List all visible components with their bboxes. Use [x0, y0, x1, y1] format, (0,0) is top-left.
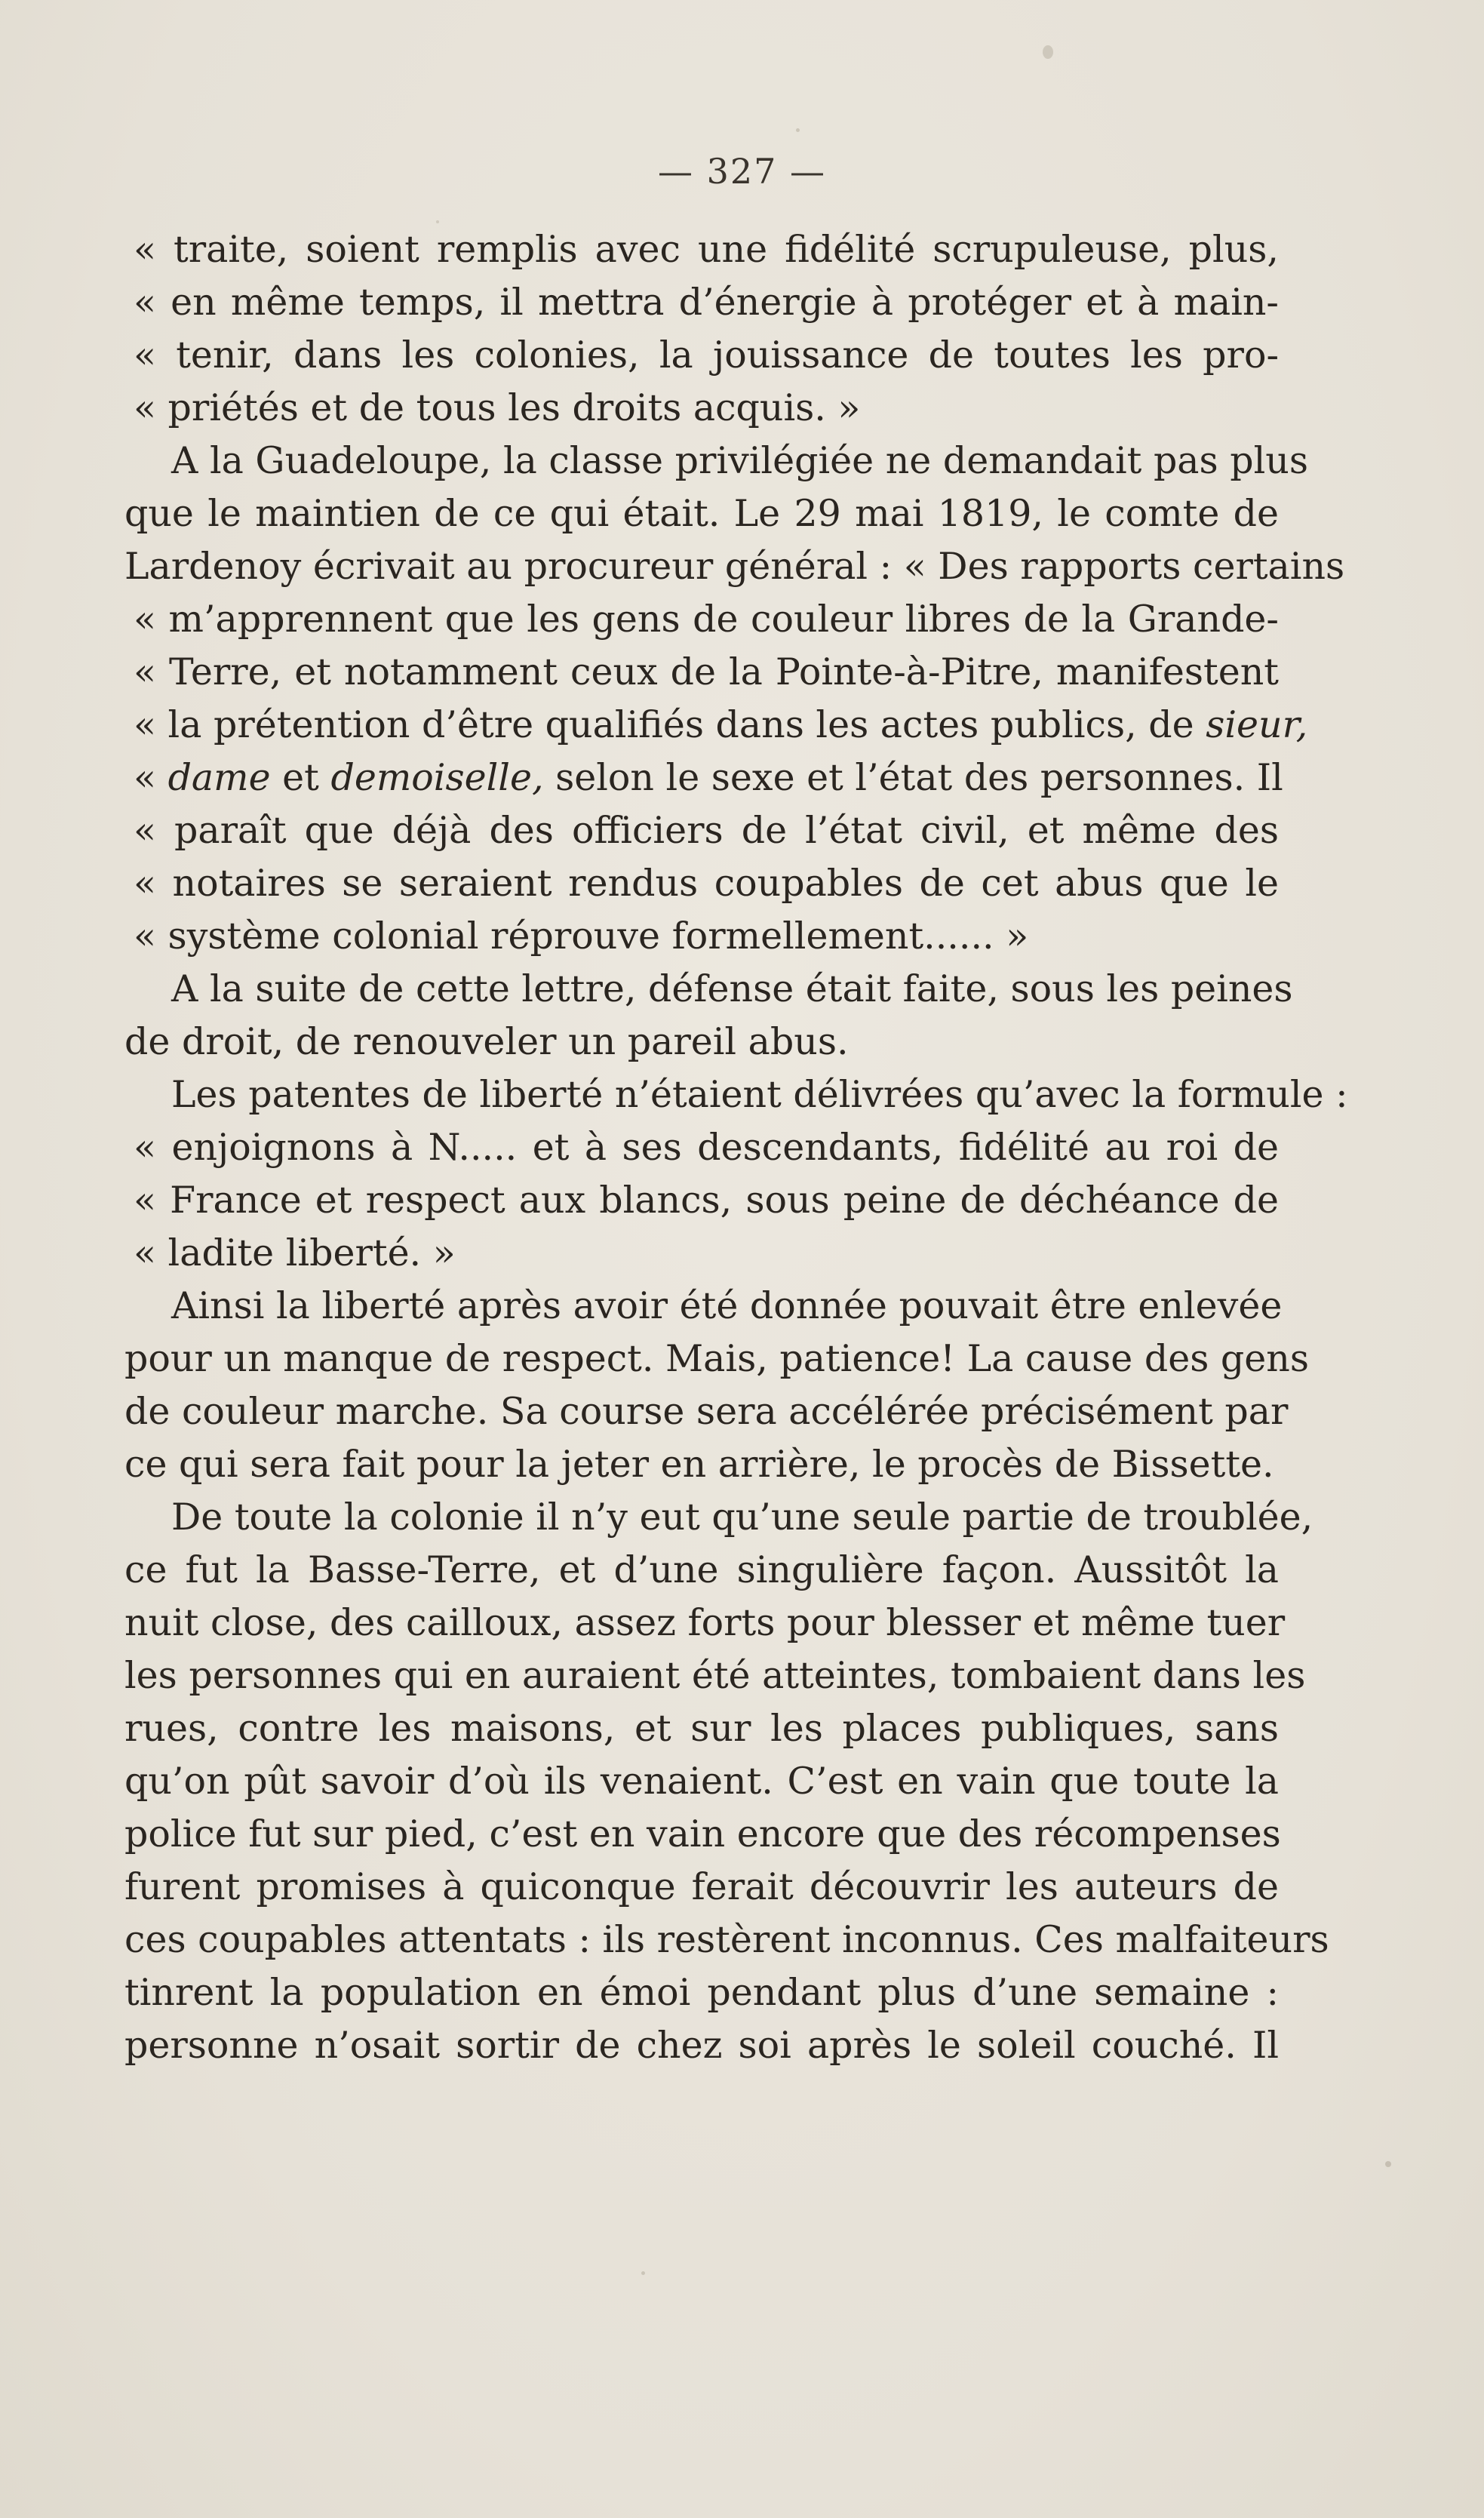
text-fragment: selon le sexe et l’état des personnes. Il [543, 756, 1283, 799]
text-line: A la suite de cette lettre, défense était faite, sous les peines [171, 967, 1293, 1010]
italic-word: dame [167, 756, 271, 799]
paragraph [124, 1491, 1329, 2072]
text-line: rues, contre les maisons, et sur les places publiques, sans [124, 1707, 1279, 1750]
text-fragment: et [270, 756, 331, 799]
text-line: les personnes qui en auraient été atteintes, tombaient dans les [124, 1654, 1306, 1697]
text-line: que le maintien de ce qui était. Le 29 mai 1819, le comte de [124, 492, 1279, 535]
paper-speck [1385, 2161, 1391, 2167]
text-line: tinrent la population en émoi pendant plus d’une semaine : [124, 1971, 1279, 2014]
text-line: de couleur marche. Sa course sera accélérée précisément par [124, 1390, 1289, 1433]
text-line: « Terre, et notamment ceux de la Pointe-à-Pitre, manifestent [134, 650, 1279, 693]
text-line: ce qui sera fait pour la jeter en arrière, le procès de Bissette. [124, 1443, 1274, 1486]
text-line: nuit close, des cailloux, assez forts pour blesser et même tuer [124, 1601, 1286, 1644]
paragraph [124, 963, 1293, 1068]
body-text [124, 223, 1348, 2072]
text-line: De toute la colonie il n’y eut qu’une seule partie de troublée, [171, 1496, 1313, 1539]
italic-word: demoiselle, [330, 756, 544, 799]
text-line: « tenir, dans les colonies, la jouissance de toutes les pro- [134, 334, 1279, 377]
text-line: « enjoignons à N..... et à ses descendants, fidélité au roi de [134, 1126, 1279, 1169]
text-line: « traite, soient remplis avec une fidélité scrupuleuse, plus, [134, 228, 1279, 271]
text-line: « la prétention d’être qualifiés dans les actes publics, de sieur, [134, 703, 1308, 746]
text-line: « ladite liberté. » [134, 1231, 456, 1274]
text-line: pour un manque de respect. Mais, patience! La cause des gens [124, 1337, 1309, 1380]
paragraph [124, 1280, 1309, 1491]
text-line: « priétés et de tous les droits acquis. » [134, 386, 861, 429]
text-line: « système colonial réprouve formellement...... » [134, 915, 1029, 958]
text-line: furent promises à quiconque ferait découvrir les auteurs de [124, 1865, 1279, 1908]
text-line: de droit, de renouveler un pareil abus. [124, 1020, 849, 1063]
paper-speck [796, 128, 800, 132]
text-line: « notaires se seraient rendus coupables de cet abus que le [134, 862, 1279, 905]
paper-speck [1043, 45, 1053, 59]
italic-word: sieur, [1206, 703, 1308, 746]
text-line: « en même temps, il mettra d’énergie à protéger et à main- [134, 281, 1279, 324]
text-line: « France et respect aux blancs, sous peine de déchéance de [134, 1179, 1279, 1222]
paper-speck [641, 2271, 645, 2275]
page-number: — 327 — [657, 151, 827, 192]
text-line: personne n’osait sortir de chez soi après le soleil couché. Il [124, 2024, 1279, 2067]
text-line: ce fut la Basse-Terre, et d’une singulière façon. Aussitôt la [124, 1548, 1279, 1591]
text-line: ces coupables attentats : ils restèrent inconnus. Ces malfaiteurs [124, 1918, 1329, 1961]
text-line: police fut sur pied, c’est en vain encore que des récompenses [124, 1812, 1281, 1855]
paragraph [124, 435, 1345, 963]
text-line: Ainsi la liberté après avoir été donnée pouvait être enlevée [171, 1284, 1283, 1327]
paragraph [124, 223, 1279, 435]
paragraph [124, 1068, 1348, 1280]
text-line: qu’on pût savoir d’où ils venaient. C’est en vain que toute la [124, 1760, 1279, 1803]
text-line: « m’apprennent que les gens de couleur libres de la Grande- [134, 598, 1279, 641]
text-line: A la Guadeloupe, la classe privilégiée ne demandait pas plus [171, 439, 1308, 482]
text-line: Les patentes de liberté n’étaient délivrées qu’avec la formule : [171, 1073, 1348, 1116]
text-line: « paraît que déjà des officiers de l’état civil, et même des [134, 809, 1279, 852]
text-line: Lardenoy écrivait au procureur général : « Des rapports certains [124, 545, 1345, 588]
text-line: « dame et demoiselle, selon le sexe et l’état des personnes. Il [134, 756, 1283, 799]
